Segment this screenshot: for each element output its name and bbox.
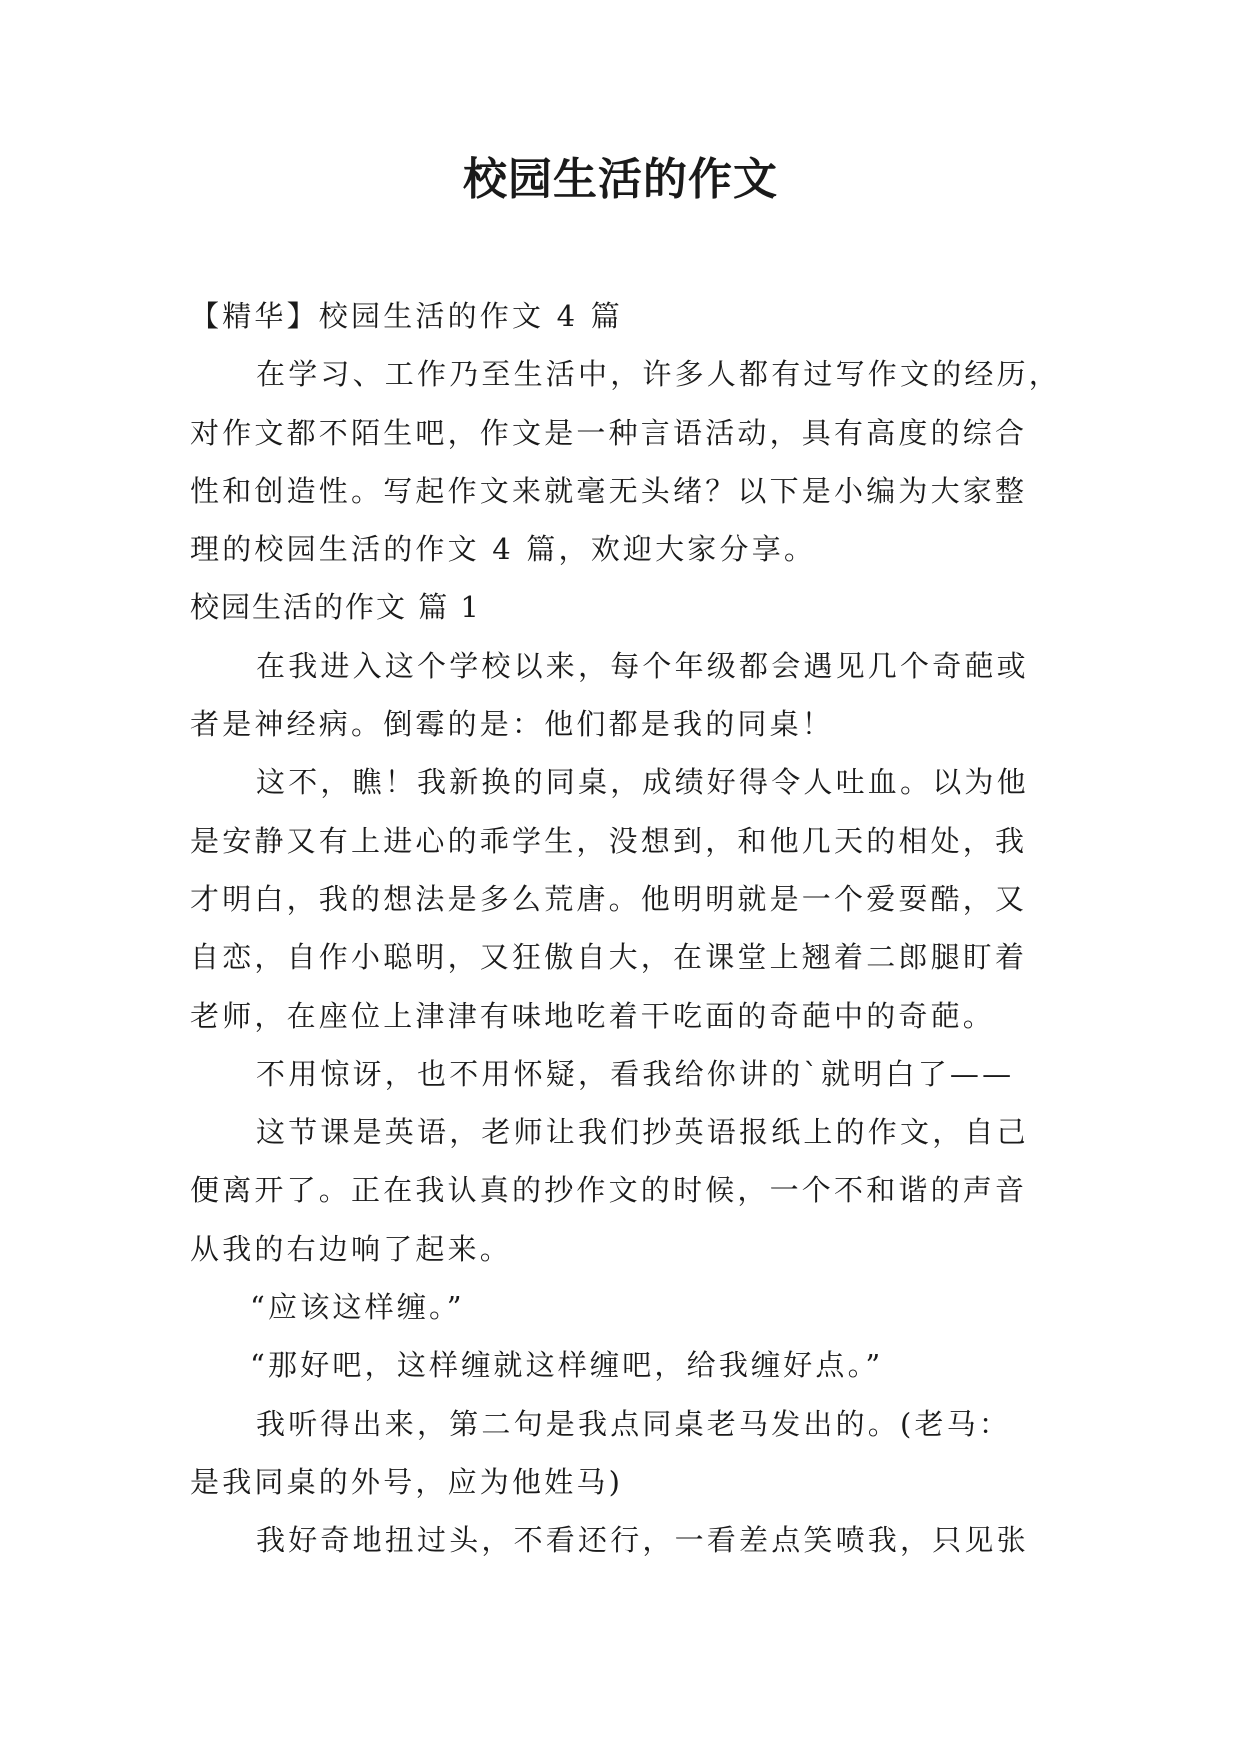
essay-paragraph-line: 我听得出来，第二句是我点同桌老马发出的。(老马： bbox=[256, 1406, 1012, 1441]
essay-paragraph-line: 才明白，我的想法是多么荒唐。他明明就是一个爱耍酷，又 bbox=[190, 881, 1028, 916]
essay-paragraph-line: 是我同桌的外号，应为他姓马) bbox=[190, 1464, 624, 1499]
essay-paragraph-line: 从我的右边响了起来。 bbox=[190, 1231, 513, 1266]
essay-paragraph-line: 是安静又有上进心的乖学生，没想到，和他几天的相处，我 bbox=[190, 823, 1028, 858]
essay-paragraph-line: 在我进入这个学校以来，每个年级都会遇见几个奇葩或 bbox=[256, 648, 1029, 683]
intro-paragraph-line: 性和创造性。写起作文来就毫无头绪？以下是小编为大家整 bbox=[190, 473, 1028, 508]
essay-paragraph-line: 者是神经病。倒霉的是：他们都是我的同桌！ bbox=[190, 707, 835, 742]
essay-paragraph-line: 我好奇地扭过头，不看还行，一看差点笑喷我，只见张 bbox=[256, 1523, 1029, 1558]
intro-paragraph-line: 在学习、工作乃至生活中，许多人都有过写作文的经历， bbox=[256, 357, 1062, 392]
dialogue-line: “应该这样缠。” bbox=[250, 1290, 465, 1325]
essay-paragraph-line: 不用惊讶，也不用怀疑，看我给你讲的`就明白了—— bbox=[256, 1056, 1015, 1091]
document-title: 校园生活的作文 bbox=[463, 154, 778, 205]
essay-paragraph-line: 老师，在座位上津津有味地吃着干吃面的奇葩中的奇葩。 bbox=[190, 998, 996, 1033]
essay-paragraph-line: 自恋，自作小聪明，又狂傲自大，在课堂上翘着二郎腿盯着 bbox=[190, 940, 1028, 975]
essay-paragraph-line: 这不，瞧！我新换的同桌，成绩好得令人吐血。以为他 bbox=[256, 765, 1029, 800]
essay-subheading: 校园生活的作文 篇 1 bbox=[190, 590, 481, 625]
collection-heading: 【精华】校园生活的作文 4 篇 bbox=[190, 299, 623, 333]
intro-paragraph-line: 对作文都不陌生吧，作文是一种言语活动，具有高度的综合 bbox=[190, 415, 1028, 450]
document-body bbox=[190, 287, 1062, 1570]
dialogue-line: “那好吧，这样缠就这样缠吧，给我缠好点。” bbox=[250, 1348, 884, 1383]
essay-paragraph-line: 便离开了。正在我认真的抄作文的时候，一个不和谐的声音 bbox=[190, 1173, 1028, 1208]
essay-paragraph-line: 这节课是英语，老师让我们抄英语报纸上的作文，自己 bbox=[256, 1115, 1029, 1150]
intro-paragraph-line: 理的校园生活的作文 4 篇，欢迎大家分享。 bbox=[190, 532, 817, 567]
